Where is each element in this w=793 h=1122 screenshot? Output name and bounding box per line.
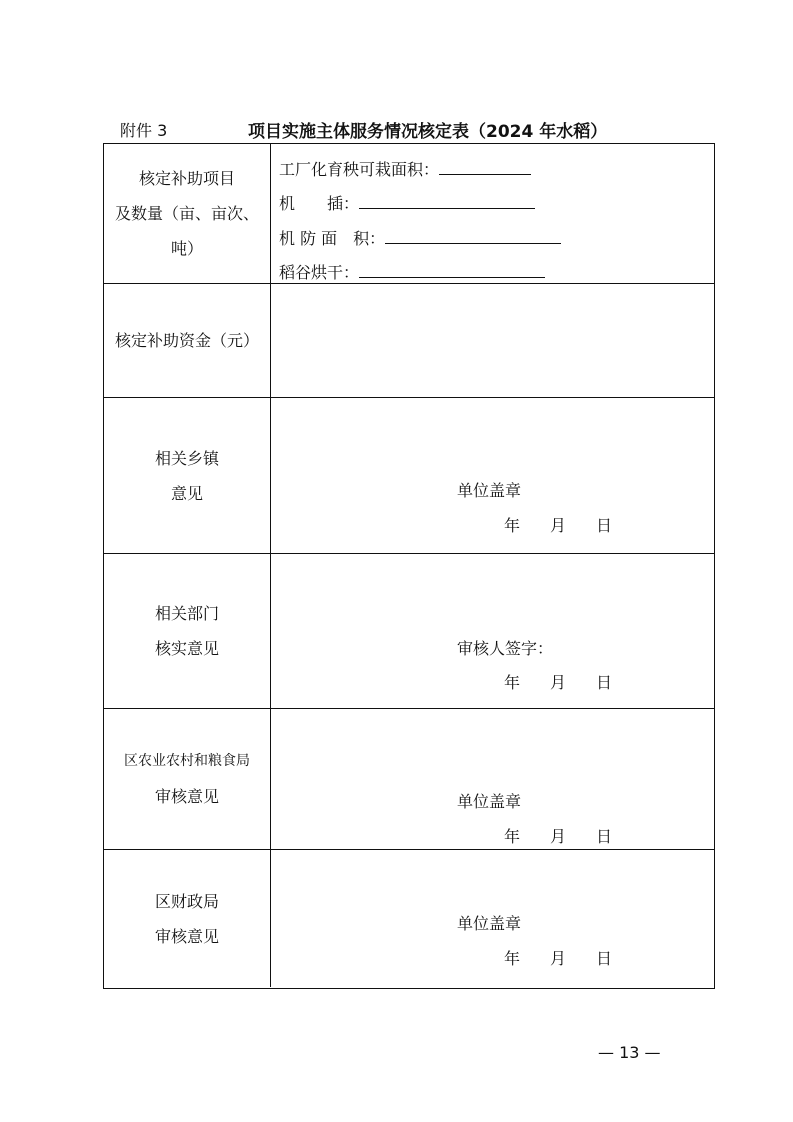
seedling-area-input[interactable] bbox=[439, 157, 531, 175]
date-line bbox=[504, 513, 612, 536]
date-year: 年 bbox=[504, 673, 521, 692]
date-year: 年 bbox=[504, 827, 521, 846]
row-label-funds bbox=[104, 284, 271, 397]
machine-transplant-input[interactable] bbox=[359, 191, 535, 209]
label-line: 及数量（亩、亩次、 bbox=[114, 204, 259, 223]
funds-input[interactable] bbox=[271, 284, 714, 397]
row-label-items bbox=[104, 144, 271, 283]
table-row-items bbox=[104, 144, 714, 284]
date-day: 日 bbox=[596, 516, 613, 535]
row-label-agri-bureau bbox=[104, 709, 271, 849]
date-line bbox=[504, 824, 612, 847]
field-seedling-area bbox=[279, 157, 531, 180]
stamp-label: 单位盖章 bbox=[457, 481, 522, 500]
field-machine-transplant bbox=[279, 191, 535, 214]
row-label-department bbox=[104, 554, 271, 708]
label-line: 意见 bbox=[170, 483, 203, 503]
date-month: 月 bbox=[550, 516, 567, 535]
date-month: 月 bbox=[550, 949, 567, 968]
date-day: 日 bbox=[596, 949, 613, 968]
grain-drying-input[interactable] bbox=[359, 260, 545, 278]
form-title: 项目实施主体服务情况核定表（2024 年水稻） bbox=[248, 122, 608, 142]
label-line: 核定补助资金（元） bbox=[114, 331, 259, 350]
finance-bureau-opinion-area[interactable] bbox=[271, 850, 714, 987]
signer-label: 审核人签字： bbox=[457, 639, 554, 658]
table-row-department bbox=[104, 554, 714, 709]
date-line bbox=[504, 670, 612, 693]
field-label: 工厂化育秧可栽面积： bbox=[279, 160, 440, 179]
field-machine-control-area bbox=[279, 226, 561, 249]
date-day: 日 bbox=[596, 827, 613, 846]
items-fields bbox=[271, 144, 714, 283]
machine-control-area-input[interactable] bbox=[385, 226, 561, 244]
label-line: 区财政局 bbox=[154, 891, 219, 911]
label-line: 吨） bbox=[170, 239, 203, 258]
date-year: 年 bbox=[504, 949, 521, 968]
field-label: 稻谷烘干： bbox=[279, 263, 360, 282]
stamp-label: 单位盖章 bbox=[457, 914, 522, 933]
row-label-township bbox=[104, 398, 271, 553]
stamp-label: 单位盖章 bbox=[457, 792, 522, 811]
field-grain-drying bbox=[279, 260, 545, 283]
label-line: 区农业农村和粮食局 bbox=[124, 753, 250, 769]
field-label: 机 防 面 积： bbox=[279, 229, 386, 248]
label-line: 核定补助项目 bbox=[138, 169, 235, 188]
date-month: 月 bbox=[550, 673, 567, 692]
row-label-finance-bureau bbox=[104, 850, 271, 987]
township-opinion-area[interactable] bbox=[271, 398, 714, 553]
table-row-finance-bureau bbox=[104, 850, 714, 987]
table-row-township bbox=[104, 398, 714, 554]
date-day: 日 bbox=[596, 673, 613, 692]
label-line: 审核意见 bbox=[154, 787, 219, 806]
label-line: 相关乡镇 bbox=[154, 448, 219, 468]
table-row-funds bbox=[104, 284, 714, 398]
department-opinion-area[interactable] bbox=[271, 554, 714, 708]
label-line: 核实意见 bbox=[154, 639, 219, 658]
date-line bbox=[504, 946, 612, 969]
agri-bureau-opinion-area[interactable] bbox=[271, 709, 714, 849]
field-label: 机 插： bbox=[279, 194, 360, 213]
date-month: 月 bbox=[550, 827, 567, 846]
label-line: 相关部门 bbox=[154, 604, 219, 623]
label-line: 审核意见 bbox=[154, 926, 219, 946]
verification-table bbox=[103, 143, 715, 989]
attachment-label: 附件 3 bbox=[120, 121, 168, 140]
table-row-agri-bureau bbox=[104, 709, 714, 850]
date-year: 年 bbox=[504, 516, 521, 535]
page-number: — 13 — bbox=[598, 1043, 661, 1062]
